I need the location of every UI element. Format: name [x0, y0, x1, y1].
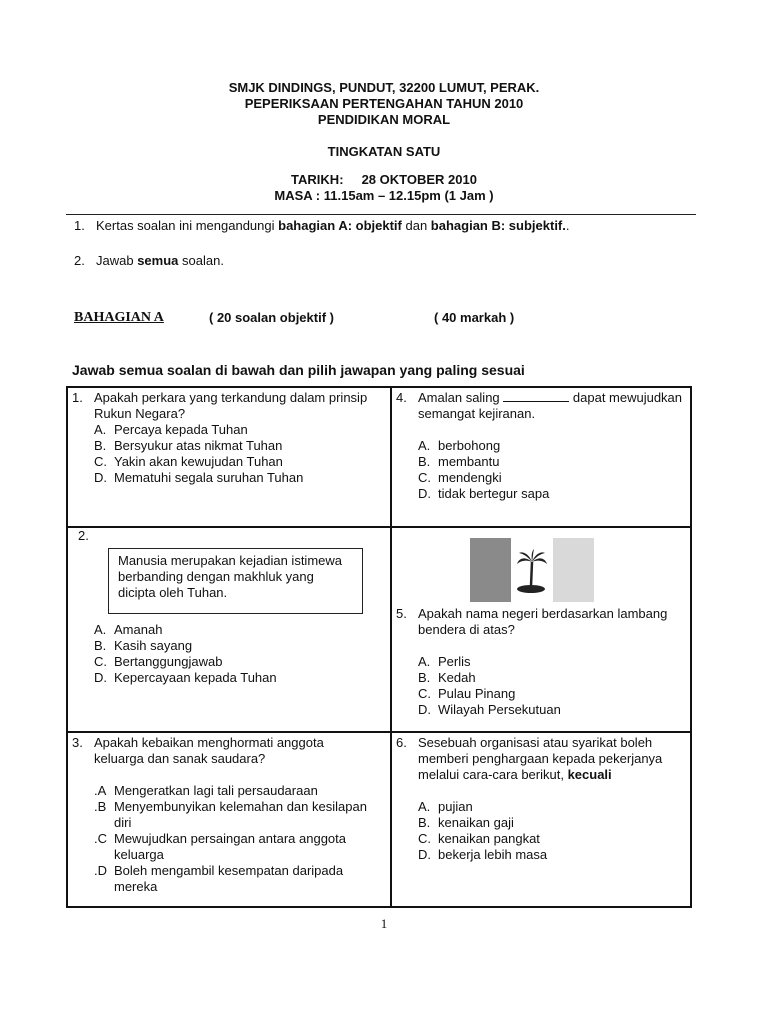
instruction-bold: bahagian A: objektif [278, 218, 402, 233]
option-text: Mengeratkan lagi tali persaudaraan [114, 783, 318, 798]
option-letter: A. [94, 422, 107, 437]
section-question-count: ( 20 soalan objektif ) [209, 310, 334, 325]
option-letter: D. [418, 486, 431, 501]
option-letter: D. [94, 470, 107, 485]
state-flag [470, 538, 594, 602]
option-letter: A. [418, 654, 431, 669]
option-text: Yakin akan kewujudan Tuhan [114, 454, 283, 469]
question-text: dapat mewujudkan semangat kejiranan. [418, 390, 683, 421]
instruction-number: 2. [74, 253, 85, 268]
question-number: 5. [396, 606, 407, 621]
option-letter: A. [94, 622, 107, 637]
question-text: Amalan saling [418, 390, 504, 405]
stimulus-box: Manusia merupakan kejadian istimewa berbanding dengan makhluk yang dicipta oleh Tuhan. [108, 548, 363, 614]
instruction-text: dan [401, 218, 431, 233]
school-name: SMJK DINDINGS, PUNDUT, 32200 LUMUT, PERAK. [228, 80, 540, 95]
page-number: 1 [380, 916, 388, 931]
instruction-text: soalan. [178, 253, 224, 268]
option-text: kenaikan gaji [438, 815, 514, 830]
option-letter: .C [94, 831, 107, 846]
option-text: Boleh mengambil kesempatan daripada mereka [114, 863, 344, 894]
option-letter: .B [94, 799, 107, 814]
section-directive: Jawab semua soalan di bawah dan pilih jawapan yang paling sesuai [72, 362, 525, 378]
option-letter: D. [94, 670, 107, 685]
section-title: BAHAGIAN A [74, 310, 164, 325]
option-text: Kasih sayang [114, 638, 193, 653]
option-letter: B. [94, 438, 107, 453]
option-text: kenaikan pangkat [438, 831, 540, 846]
option-text: tidak bertegur sapa [438, 486, 550, 501]
option-letter: C. [418, 831, 431, 846]
instruction-bold: semua [137, 253, 179, 268]
option-text: mendengki [438, 470, 502, 485]
subject-title: PENDIDIKAN MORAL [317, 112, 451, 127]
question-number: 3. [72, 735, 83, 750]
grid-divider [68, 731, 690, 733]
question-number: 1. [72, 390, 83, 405]
option-letter: C. [418, 686, 431, 701]
option-letter: C. [94, 654, 107, 669]
option-text: Bersyukur atas nikmat Tuhan [114, 438, 283, 453]
question-5 [392, 528, 688, 731]
flag-band [511, 538, 552, 602]
option-letter: B. [418, 454, 431, 469]
exam-header [0, 80, 768, 204]
exam-time: MASA : 11.15am – 12.15pm (1 Jam ) [274, 188, 494, 203]
question-text: Apakah kebaikan menghormati anggota keluarga dan sanak saudara? [94, 735, 324, 766]
question-number: 6. [396, 735, 407, 750]
option-text: Pulau Pinang [438, 686, 516, 701]
question-3 [68, 735, 378, 895]
instruction-1 [74, 218, 570, 234]
option-text: Menyembunyikan kelemahan dan kesilapan diri [114, 799, 367, 830]
palm-tree-icon [511, 538, 552, 602]
option-text: bekerja lebih masa [438, 847, 548, 862]
option-text: Kedah [438, 670, 476, 685]
flag-band [470, 538, 511, 602]
answer-blank [503, 390, 569, 402]
option-letter: B. [94, 638, 107, 653]
option-text: Bertanggungjawab [114, 654, 223, 669]
question-text: Apakah nama negeri berdasarkan lambang bendera di atas? [418, 606, 668, 637]
option-text: Mematuhi segala suruhan Tuhan [114, 470, 304, 485]
question-2 [68, 528, 388, 731]
question-6 [392, 735, 688, 863]
option-letter: .D [94, 863, 107, 878]
question-1 [68, 390, 386, 486]
option-letter: D. [418, 847, 431, 862]
option-text: Mewujudkan persaingan antara anggota keluarga [114, 831, 347, 862]
option-letter: .A [94, 783, 107, 798]
option-text: Kepercayaan kepada Tuhan [114, 670, 277, 685]
option-text: Percaya kepada Tuhan [114, 422, 248, 437]
option-text: berbohong [438, 438, 501, 453]
instruction-bold: bahagian B: subjektif. [430, 218, 566, 233]
form-level: TINGKATAN SATU [327, 144, 441, 159]
question-text: Sesebuah organisasi atau syarikat boleh memberi penghargaan kepada pekerjanya melalui cara-cara berikut, [418, 735, 663, 782]
option-text: Wilayah Persekutuan [438, 702, 561, 717]
option-letter: A. [418, 438, 431, 453]
question-number: 4. [396, 390, 407, 405]
option-text: membantu [438, 454, 500, 469]
option-letter: C. [94, 454, 107, 469]
instruction-text: Jawab [96, 253, 138, 268]
option-letter: A. [418, 799, 431, 814]
instruction-2 [74, 253, 224, 269]
option-letter: B. [418, 670, 431, 685]
option-text: pujian [438, 799, 473, 814]
question-text: Apakah perkara yang terkandung dalam prinsip Rukun Negara? [94, 390, 368, 421]
section-marks: ( 40 markah ) [434, 310, 515, 325]
exam-date: TARIKH: 28 OKTOBER 2010 [291, 172, 477, 187]
instruction-number: 1. [74, 218, 85, 233]
option-letter: B. [418, 815, 431, 830]
header-divider [66, 214, 696, 215]
question-keyword: kecuali [567, 767, 612, 782]
instruction-text: Kertas soalan ini mengandungi [96, 218, 279, 233]
option-letter: C. [418, 470, 431, 485]
question-grid [66, 386, 692, 908]
option-text: Perlis [438, 654, 471, 669]
option-text: Amanah [114, 622, 163, 637]
option-letter: D. [418, 702, 431, 717]
question-4 [392, 390, 688, 502]
instruction-text: . [565, 218, 570, 233]
question-number: 2. [78, 528, 89, 543]
exam-title: PEPERIKSAAN PERTENGAHAN TAHUN 2010 [244, 96, 524, 111]
flag-band [553, 538, 594, 602]
